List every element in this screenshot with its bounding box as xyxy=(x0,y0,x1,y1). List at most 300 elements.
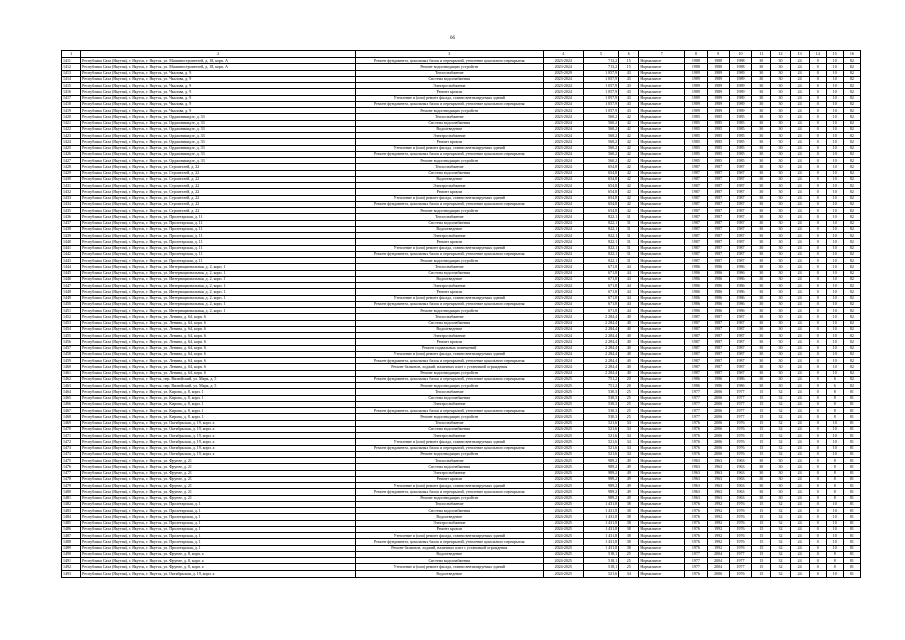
value-15-cell: 82 xyxy=(843,95,860,101)
value-10-cell: 30 xyxy=(752,264,771,270)
work-type-cell: Электроснабжение xyxy=(356,333,543,339)
floors-cell: 31 xyxy=(619,258,639,264)
overhaul-year-cell: 1963 xyxy=(707,458,729,464)
repair-period-cell: 2024-2025 xyxy=(543,476,583,482)
repair-period-cell: 2023-2024 xyxy=(543,189,583,195)
address-suffix: ул. Пролетарская, д. 1 xyxy=(163,513,201,519)
floors-cell: 15 xyxy=(619,58,639,64)
value-13-cell: 0 xyxy=(809,376,826,382)
area-cell: 2 284,4 xyxy=(583,370,618,376)
overhaul-year-cell: 1985 xyxy=(707,139,729,145)
address-prefix: Республика Саха (Якутия), г. Якутск, г. Якутск, xyxy=(82,232,164,238)
floors-cell: 44 xyxy=(619,270,639,276)
value-12-cell: 24 xyxy=(790,508,809,514)
work-type-cell: Утепление и (или) ремонт фасада, ставни вентилируемых зданий xyxy=(356,295,543,301)
value-11-cell: 30 xyxy=(771,351,790,357)
value-15-cell: 81 xyxy=(843,489,860,495)
address-prefix: Республика Саха (Якутия), г. Якутск, г. Якутск, xyxy=(82,107,164,113)
overhaul-year-cell: 1989 xyxy=(707,76,729,82)
value-13-cell: 0 xyxy=(809,308,826,314)
address-prefix: Республика Саха (Якутия), г. Якутск, г. Якутск, xyxy=(82,563,164,569)
value-15-cell: 82 xyxy=(843,58,860,64)
floors-cell: 49 xyxy=(619,483,639,489)
technical-state-cell: Нормальное xyxy=(639,239,685,245)
value-12-cell: 24 xyxy=(790,458,809,464)
floors-cell: 31 xyxy=(619,245,639,251)
row-number-cell: 1479 xyxy=(62,483,81,489)
floors-cell: 20 xyxy=(619,383,639,389)
repair-period-cell: 2023-2024 xyxy=(543,101,583,107)
address-suffix: ул. Пролетарская, д. 11 xyxy=(163,232,203,238)
overhaul-year-cell: 2006 xyxy=(707,401,729,407)
row-number-cell: 1418 xyxy=(62,101,81,107)
build-year-cell: 1977 xyxy=(685,408,707,414)
value-12-cell: 24 xyxy=(790,251,809,257)
row-number-cell: 1420 xyxy=(62,114,81,120)
work-type-cell: Система водоснабжения xyxy=(356,120,543,126)
technical-state-cell: Нормальное xyxy=(639,64,685,70)
value-15-cell: 82 xyxy=(843,264,860,270)
value-10-cell: 30 xyxy=(752,120,771,126)
build-year-cell: 1986 xyxy=(685,383,707,389)
address-prefix: Республика Саха (Якутия), г. Якутск, г. Якутск, xyxy=(82,270,164,276)
address-prefix: Республика Саха (Якутия), г. Якутск, г. Якутск, xyxy=(82,482,164,488)
repair-period-cell: 2023-2024 xyxy=(543,245,583,251)
work-type-cell: Водоотведение xyxy=(356,570,543,578)
address-suffix: ул. Орджоникидзе, д. 33 xyxy=(163,138,205,144)
overhaul-year-cell: 2006 xyxy=(707,439,729,445)
value-15-cell: 82 xyxy=(843,89,860,95)
repair-period-cell: 2024-2025 xyxy=(543,495,583,501)
area-cell: 1 057,9 xyxy=(583,108,618,114)
value-12-cell: 24 xyxy=(790,239,809,245)
value-10-cell: 30 xyxy=(752,314,771,320)
address-prefix: Республика Саха (Якутия), г. Якутск, г. Якутск, xyxy=(82,470,164,476)
overhaul-year-cell: 2006 xyxy=(707,451,729,457)
reference-year-cell: 1987 xyxy=(729,245,751,251)
area-cell: 671,8 xyxy=(583,270,618,276)
repair-period-cell: 2024-2025 xyxy=(543,564,583,570)
value-12-cell: 24 xyxy=(790,426,809,432)
address-suffix: ул. Ленина, д. 64, корп. 6 xyxy=(163,370,206,376)
value-11-cell: 30 xyxy=(771,76,790,82)
floors-cell: 25 xyxy=(619,408,639,414)
address-prefix: Республика Саха (Якутия), г. Якутск, г. Якутск, xyxy=(82,476,164,482)
area-cell: 2 284,4 xyxy=(583,364,618,370)
address-suffix: ул. Пролетарская, д. 11 xyxy=(163,238,203,244)
work-type-cell: Ремонт водоотводящих устройств xyxy=(356,451,543,457)
technical-state-cell: Нормальное xyxy=(639,408,685,414)
value-11-cell: 30 xyxy=(771,383,790,389)
technical-state-cell: Нормальное xyxy=(639,508,685,514)
value-11-cell: 30 xyxy=(771,133,790,139)
area-cell: 560,2 xyxy=(583,139,618,145)
row-number-cell: 1490 xyxy=(62,551,81,557)
address-suffix: ул. Интернациональная, д. 2, корп. 1 xyxy=(163,270,226,276)
row-number-cell: 1428 xyxy=(62,164,81,170)
value-15-cell: 82 xyxy=(843,158,860,164)
value-15-cell: 82 xyxy=(843,226,860,232)
value-11-cell: 30 xyxy=(771,301,790,307)
address-prefix: Республика Саха (Якутия), г. Якутск, г. Якутск, xyxy=(82,195,164,201)
work-type-cell: Ремонт водоотводящих устройств xyxy=(356,64,543,70)
reference-year-cell: 1977 xyxy=(729,564,751,570)
repair-period-cell: 2023-2024 xyxy=(543,333,583,339)
build-year-cell: 1976 xyxy=(685,501,707,507)
build-year-cell: 1976 xyxy=(685,539,707,545)
floors-cell: 38 xyxy=(619,520,639,526)
overhaul-year-cell: 2006 xyxy=(707,445,729,451)
value-15-cell: 82 xyxy=(843,295,860,301)
value-12-cell: 24 xyxy=(790,214,809,220)
area-cell: 2 284,4 xyxy=(583,320,618,326)
value-15-cell: 81 xyxy=(843,439,860,445)
area-cell: 530,3 xyxy=(583,389,618,395)
value-15-cell: 82 xyxy=(843,320,860,326)
reference-year-cell: 1987 xyxy=(729,220,751,226)
area-cell: 989,2 xyxy=(583,470,618,476)
floors-cell: 31 xyxy=(619,214,639,220)
value-14-cell: 10 xyxy=(826,220,843,226)
value-12-cell: 24 xyxy=(790,564,809,570)
row-number-cell: 1423 xyxy=(62,133,81,139)
address-prefix: Республика Саха (Якутия), г. Якутск, г. Якутск, xyxy=(82,401,164,407)
technical-state-cell: Нормальное xyxy=(639,145,685,151)
value-11-cell: 30 xyxy=(771,201,790,207)
value-12-cell: 24 xyxy=(790,339,809,345)
repair-period-cell: 2024-2025 xyxy=(543,408,583,414)
row-number-cell: 1489 xyxy=(62,545,81,551)
value-10-cell: 30 xyxy=(752,95,771,101)
reference-year-cell: 1986 xyxy=(729,264,751,270)
value-12-cell: 24 xyxy=(790,158,809,164)
repair-period-cell: 2024-2025 xyxy=(543,483,583,489)
reference-year-cell: 1987 xyxy=(729,345,751,351)
work-type-cell: Ремонт фундамента, цокольных балок и перекрытий, утепление цокольного перекрытия xyxy=(356,408,543,414)
technical-state-cell: Нормальное xyxy=(639,189,685,195)
value-10-cell: 30 xyxy=(752,89,771,95)
value-15-cell: 82 xyxy=(843,314,860,320)
build-year-cell: 1976 xyxy=(685,520,707,526)
value-11-cell: 32 xyxy=(771,558,790,564)
reference-year-cell: 1976 xyxy=(729,501,751,507)
build-year-cell: 1987 xyxy=(685,170,707,176)
value-13-cell: 0 xyxy=(809,120,826,126)
value-14-cell: 10 xyxy=(826,301,843,307)
address-suffix: ул. Интернациональная, д. 2, корп. 1 xyxy=(163,263,226,269)
reference-year-cell: 1977 xyxy=(729,414,751,420)
floors-cell: 40 xyxy=(619,326,639,332)
value-14-cell: 10 xyxy=(826,83,843,89)
repair-period-cell: 2023-2024 xyxy=(543,301,583,307)
area-cell: 2 284,4 xyxy=(583,333,618,339)
build-year-cell: 1986 xyxy=(685,270,707,276)
repair-period-cell: 2023-2024 xyxy=(543,176,583,182)
value-10-cell: 30 xyxy=(752,339,771,345)
value-10-cell: 15 xyxy=(752,526,771,532)
repair-period-cell: 2023-2024 xyxy=(543,326,583,332)
row-number-cell: 1431 xyxy=(62,183,81,189)
value-10-cell: 30 xyxy=(752,295,771,301)
value-11-cell: 32 xyxy=(771,551,790,557)
technical-state-cell: Нормальное xyxy=(639,339,685,345)
address-suffix: ул. Пролетарская, д. 11 xyxy=(163,213,203,219)
repair-period-cell: 2024-2025 xyxy=(543,508,583,514)
value-12-cell: 24 xyxy=(790,489,809,495)
build-year-cell: 1977 xyxy=(685,414,707,420)
reference-year-cell: 1987 xyxy=(729,226,751,232)
value-14-cell: 10 xyxy=(826,314,843,320)
overhaul-year-cell: 1987 xyxy=(707,239,729,245)
value-10-cell: 30 xyxy=(752,301,771,307)
value-15-cell: 82 xyxy=(843,176,860,182)
reference-year-cell: 1985 xyxy=(729,114,751,120)
value-11-cell: 30 xyxy=(771,251,790,257)
row-number-cell: 1435 xyxy=(62,208,81,214)
reference-year-cell: 1976 xyxy=(729,451,751,457)
value-10-cell: 30 xyxy=(752,489,771,495)
value-10-cell: 30 xyxy=(752,133,771,139)
build-year-cell: 1976 xyxy=(685,526,707,532)
repair-period-cell: 2023-2024 xyxy=(543,208,583,214)
build-year-cell: 1963 xyxy=(685,476,707,482)
technical-state-cell: Нормальное xyxy=(639,308,685,314)
area-cell: 654,8 xyxy=(583,164,618,170)
value-14-cell: 10 xyxy=(826,189,843,195)
address-prefix: Республика Саха (Якутия), г. Якутск, г. Якутск, xyxy=(82,507,164,513)
value-11-cell: 30 xyxy=(771,264,790,270)
value-13-cell: 0 xyxy=(809,533,826,539)
reference-year-cell: 1988 xyxy=(729,64,751,70)
reference-year-cell: 1987 xyxy=(729,358,751,364)
value-13-cell: 0 xyxy=(809,451,826,457)
value-13-cell: 0 xyxy=(809,464,826,470)
build-year-cell: 1976 xyxy=(685,439,707,445)
address-prefix: Республика Саха (Якутия), г. Якутск, г. Якутск, xyxy=(82,57,164,63)
value-14-cell: 10 xyxy=(826,520,843,526)
build-year-cell: 1976 xyxy=(685,508,707,514)
value-11-cell: 32 xyxy=(771,408,790,414)
value-14-cell: 8 xyxy=(826,414,843,420)
area-cell: 1 431,8 xyxy=(583,508,618,514)
value-11-cell: 32 xyxy=(771,570,790,578)
reference-year-cell: 1986 xyxy=(729,301,751,307)
value-12-cell: 24 xyxy=(790,195,809,201)
area-cell: 530,3 xyxy=(583,401,618,407)
area-cell: 654,8 xyxy=(583,201,618,207)
area-cell: 822,1 xyxy=(583,258,618,264)
repair-period-cell: 2023-2024 xyxy=(543,133,583,139)
value-14-cell: 10 xyxy=(826,320,843,326)
reference-year-cell: 1989 xyxy=(729,76,751,82)
address-suffix: ул. Ленина, д. 64, корп. 6 xyxy=(163,351,206,357)
reference-year-cell: 1987 xyxy=(729,333,751,339)
area-cell: 671,8 xyxy=(583,301,618,307)
address-suffix: ул. Фрунзе, д. 8, корп. а xyxy=(163,551,204,557)
work-type-cell: Водоотведение xyxy=(356,226,543,232)
technical-state-cell: Нормальное xyxy=(639,76,685,82)
value-15-cell: 82 xyxy=(843,195,860,201)
reference-year-cell: 1988 xyxy=(729,58,751,64)
value-11-cell: 30 xyxy=(771,458,790,464)
address-prefix: Республика Саха (Якутия), г. Якутск, г. Якутск, xyxy=(82,220,164,226)
build-year-cell: 1989 xyxy=(685,101,707,107)
value-12-cell: 24 xyxy=(790,114,809,120)
value-14-cell: 8 xyxy=(826,564,843,570)
build-year-cell: 1989 xyxy=(685,83,707,89)
value-12-cell: 24 xyxy=(790,70,809,76)
technical-state-cell: Нормальное xyxy=(639,439,685,445)
value-11-cell: 30 xyxy=(771,189,790,195)
value-10-cell: 30 xyxy=(752,239,771,245)
address-suffix: ул. Чкалова, д. 9 xyxy=(163,82,192,88)
value-15-cell: 81 xyxy=(843,545,860,551)
overhaul-year-cell: 1992 xyxy=(707,514,729,520)
value-13-cell: 0 xyxy=(809,108,826,114)
work-type-cell: Утепление и (или) ремонт фасада, ставни вентилируемых зданий xyxy=(356,564,543,570)
build-year-cell: 1987 xyxy=(685,189,707,195)
value-15-cell: 82 xyxy=(843,170,860,176)
area-cell: 654,8 xyxy=(583,208,618,214)
area-cell: 822,1 xyxy=(583,214,618,220)
area-cell: 654,8 xyxy=(583,170,618,176)
build-year-cell: 1987 xyxy=(685,258,707,264)
address-prefix: Республика Саха (Якутия), г. Якутск, г. Якутск, xyxy=(82,501,164,507)
value-10-cell: 30 xyxy=(752,320,771,326)
value-13-cell: 0 xyxy=(809,489,826,495)
address-prefix: Республика Саха (Якутия), г. Якутск, г. Якутск, xyxy=(82,301,164,307)
area-cell: 654,8 xyxy=(583,189,618,195)
value-13-cell: 0 xyxy=(809,414,826,420)
address-suffix: ул. Чкалова, д. 9 xyxy=(163,95,192,101)
reference-year-cell: 1985 xyxy=(729,151,751,157)
address-suffix: ул. Октябрьская, д. 19, корп. а xyxy=(163,570,215,576)
area-cell: 751,2 xyxy=(583,376,618,382)
address-suffix: ул. Машиностроителей, д. 18, корп. А xyxy=(163,63,229,69)
repair-period-cell: 2024-2025 xyxy=(543,414,583,420)
row-number-cell: 1453 xyxy=(62,320,81,326)
value-11-cell: 30 xyxy=(771,470,790,476)
area-cell: 822,1 xyxy=(583,233,618,239)
value-11-cell: 30 xyxy=(771,208,790,214)
repair-period-cell: 2023-2024 xyxy=(543,114,583,120)
reference-year-cell: 1987 xyxy=(729,326,751,332)
overhaul-year-cell: 1988 xyxy=(707,64,729,70)
value-12-cell: 24 xyxy=(790,270,809,276)
reference-year-cell: 1963 xyxy=(729,483,751,489)
repair-period-cell: 2023-2024 xyxy=(543,339,583,345)
build-year-cell: 1987 xyxy=(685,339,707,345)
build-year-cell: 1985 xyxy=(685,133,707,139)
value-11-cell: 30 xyxy=(771,195,790,201)
technical-state-cell: Нормальное xyxy=(639,83,685,89)
header-cell: 13 xyxy=(790,51,809,58)
value-10-cell: 30 xyxy=(752,220,771,226)
value-14-cell: 10 xyxy=(826,64,843,70)
address-prefix: Республика Саха (Якутия), г. Якутск, г. Якутск, xyxy=(82,413,164,419)
value-14-cell: 8 xyxy=(826,476,843,482)
work-type-cell: Система водоснабжения xyxy=(356,558,543,564)
address-prefix: Республика Саха (Якутия), г. Якутск, г. Якутск, xyxy=(82,282,164,288)
value-13-cell: 0 xyxy=(809,239,826,245)
overhaul-year-cell: 1987 xyxy=(707,226,729,232)
work-type-cell: Электроснабжение xyxy=(356,433,543,439)
reference-year-cell: 1985 xyxy=(729,158,751,164)
value-13-cell: 0 xyxy=(809,383,826,389)
build-year-cell: 1989 xyxy=(685,89,707,95)
build-year-cell: 1987 xyxy=(685,320,707,326)
address-prefix: Республика Саха (Якутия), г. Якутск, г. Якутск, xyxy=(82,407,164,413)
floors-cell: 44 xyxy=(619,308,639,314)
area-cell: 989,2 xyxy=(583,489,618,495)
reference-year-cell: 1963 xyxy=(729,489,751,495)
address-prefix: Республика Саха (Якутия), г. Якутск, г. Якутск, xyxy=(82,545,164,551)
value-11-cell: 30 xyxy=(771,120,790,126)
repair-period-cell: 2024-2025 xyxy=(543,389,583,395)
technical-state-cell: Нормальное xyxy=(639,58,685,64)
repair-period-cell: 2023-2024 xyxy=(543,170,583,176)
value-12-cell: 24 xyxy=(790,58,809,64)
value-15-cell: 81 xyxy=(843,483,860,489)
value-12-cell: 24 xyxy=(790,333,809,339)
value-11-cell: 32 xyxy=(771,508,790,514)
area-cell: 560,2 xyxy=(583,120,618,126)
value-11-cell: 30 xyxy=(771,345,790,351)
value-15-cell: 82 xyxy=(843,164,860,170)
value-13-cell: 0 xyxy=(809,539,826,545)
work-type-cell: Система водоснабжения xyxy=(356,395,543,401)
value-14-cell: 8 xyxy=(826,458,843,464)
area-cell: 713,2 xyxy=(583,58,618,64)
value-11-cell: 30 xyxy=(771,58,790,64)
value-10-cell: 30 xyxy=(752,258,771,264)
value-11-cell: 30 xyxy=(771,489,790,495)
overhaul-year-cell: 2004 xyxy=(707,564,729,570)
work-type-cell: Ремонт водоотводящих устройств xyxy=(356,108,543,114)
build-year-cell: 1986 xyxy=(685,376,707,382)
overhaul-year-cell: 1989 xyxy=(707,83,729,89)
value-14-cell: 10 xyxy=(826,445,843,451)
value-12-cell: 24 xyxy=(790,464,809,470)
overhaul-year-cell: 1987 xyxy=(707,364,729,370)
row-number-cell: 1413 xyxy=(62,70,81,76)
header-cell: 10 xyxy=(729,51,751,58)
reference-year-cell: 1987 xyxy=(729,183,751,189)
value-13-cell: 0 xyxy=(809,470,826,476)
address-prefix: Республика Саха (Якутия), г. Якутск, г. Якутск, xyxy=(82,257,164,263)
value-15-cell: 82 xyxy=(843,76,860,82)
work-type-cell: Теплоснабжение xyxy=(356,164,543,170)
address-suffix: ул. Пролетарская, д. 11 xyxy=(163,226,203,232)
value-14-cell: 10 xyxy=(826,101,843,107)
build-year-cell: 1976 xyxy=(685,445,707,451)
row-number-cell: 1483 xyxy=(62,508,81,514)
technical-state-cell: Нормальное xyxy=(639,283,685,289)
value-12-cell: 24 xyxy=(790,445,809,451)
overhaul-year-cell: 1987 xyxy=(707,208,729,214)
address-suffix: ул. Чкалова, д. 9 xyxy=(163,88,192,94)
header-cell: 1 xyxy=(62,51,81,58)
value-10-cell: 30 xyxy=(752,351,771,357)
build-year-cell: 1976 xyxy=(685,570,707,578)
floors-cell: 25 xyxy=(619,564,639,570)
floors-cell: 20 xyxy=(619,376,639,382)
reference-year-cell: 1963 xyxy=(729,464,751,470)
floors-cell: 38 xyxy=(619,508,639,514)
value-13-cell: 0 xyxy=(809,295,826,301)
reference-year-cell: 1985 xyxy=(729,145,751,151)
address-suffix: ул. Кирова, д. 8, корп. 1 xyxy=(163,407,204,413)
